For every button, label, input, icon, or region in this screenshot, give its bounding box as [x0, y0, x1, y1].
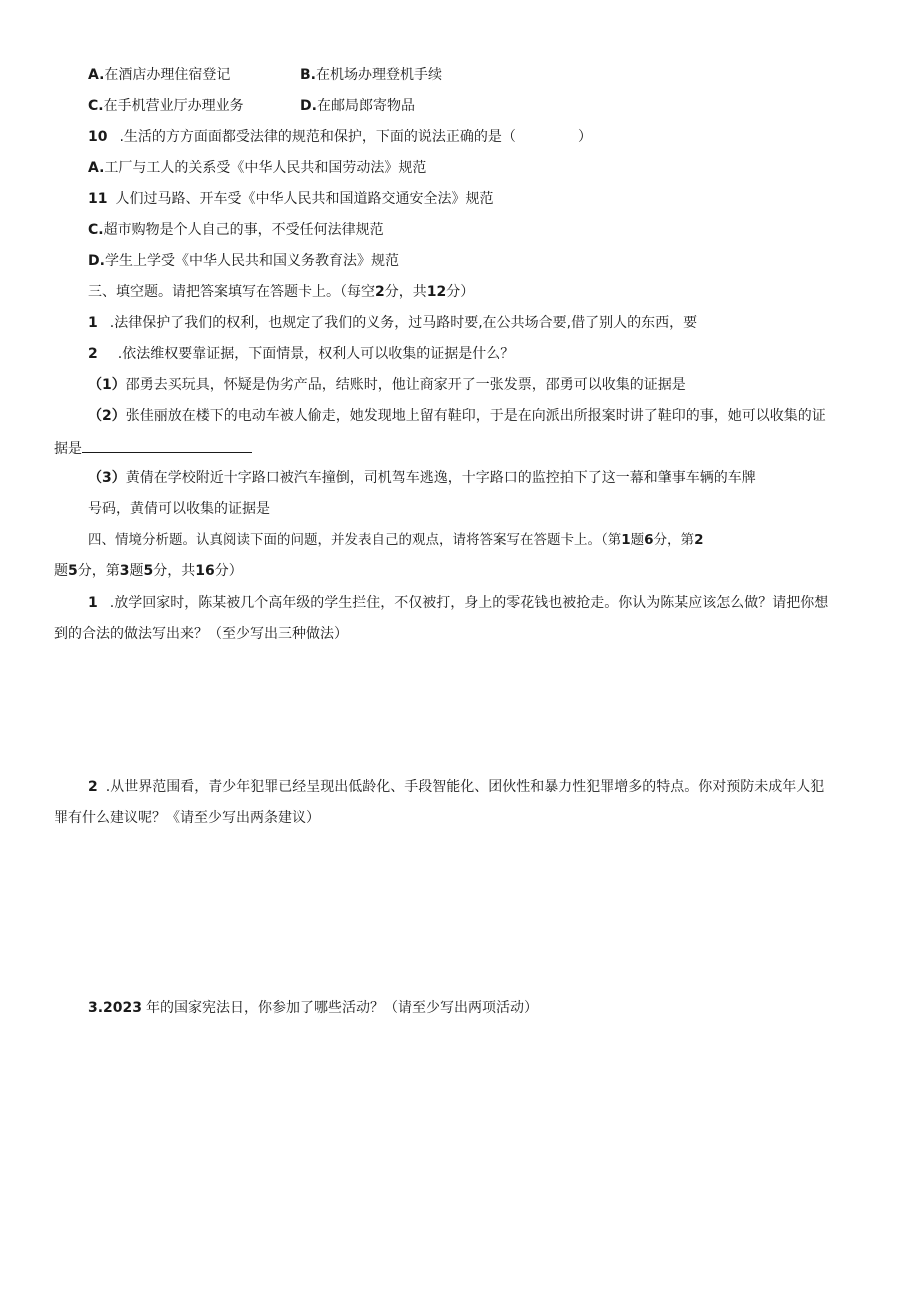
question-number: 2 [88, 779, 98, 795]
section-title: 四、情境分析题。认真阅读下面的问题，并发表自己的观点，请将答案写在答题卡上。 [88, 532, 601, 548]
sub-question-3 [88, 469, 756, 487]
label-text: 分） [214, 563, 243, 579]
q10-option-c [88, 221, 384, 239]
option-b [300, 66, 442, 84]
label-text: 分，第 [77, 563, 120, 579]
sub-question-2 [88, 407, 826, 425]
q10-option-a [88, 159, 426, 177]
sub-text: 据是 [54, 441, 82, 457]
sub-text: 张佳丽放在楼下的电动车被人偷走，她发现地上留有鞋印，于是在向派出所报案时讲了鞋印的事，她可以收集的证 [125, 408, 826, 424]
question-close: ） [577, 129, 592, 145]
option-text: 在机场办理登机手续 [316, 67, 442, 83]
option-text: 在酒店办理住宿登记 [104, 67, 231, 83]
section-4-heading-cont [54, 562, 243, 580]
section-type: 填空题。 [116, 284, 172, 300]
question-text: .从世界范围看，青少年犯罪已经呈现出低龄化、手段智能化、团伙性和暴力性犯罪增多的特点。你对预防未成年人犯 [105, 779, 825, 795]
label-text: 题 [129, 563, 144, 579]
sub-number: （1） [88, 377, 126, 393]
points-total: 16 [195, 563, 215, 579]
option-d [300, 97, 415, 115]
points-value: 5 [68, 563, 78, 579]
sub-text: 邵勇去买玩具，怀疑是伪劣产品，结账时，他让商家开了一张发票，邵勇可以收集的证据是 [125, 377, 686, 393]
question-text: .生活的方方面面都受法律的规范和保护，下面的说法正确的是（ [119, 129, 516, 145]
question-number: 1 [88, 595, 98, 611]
sub-text: 黄倩在学校附近十字路口被汽车撞倒，司机驾车逃逸，十字路口的监控拍下了这一幕和肇事车辆的车牌 [125, 470, 756, 486]
sub-question-3-cont [88, 500, 270, 518]
option-letter: A. [88, 160, 105, 176]
question-text: 罪有什么建议呢？《请至少写出两条建议） [54, 810, 320, 826]
points-per-blank: 2 [375, 284, 385, 300]
label-text: 题 [54, 563, 68, 579]
fill-question-2 [88, 345, 514, 363]
option-text: 学生上学受《中华人民共和国义务教育法》规范 [104, 253, 399, 269]
question-text: .放学回家时，陈某被几个高年级的学生拦住，不仅被打，身上的零花钱也被抢走。你认为陈某应该怎么做？请把你想 [109, 595, 829, 611]
question-index: 1 [621, 532, 631, 548]
analysis-question-2 [88, 778, 824, 796]
question-number: 10 [88, 129, 108, 145]
question-10 [88, 128, 592, 146]
option-text: 在手机营业厅办理业务 [103, 98, 244, 114]
question-number: 2 [88, 346, 98, 362]
option-a [88, 66, 230, 84]
fill-question-1 [88, 314, 697, 332]
sub-number: （3） [88, 470, 126, 486]
section-instruction-3: 分） [446, 284, 475, 300]
question-text: .依法维权要靠证据，下面情景，权利人可以收集的证据是什么？ [117, 346, 515, 362]
option-letter: C. [88, 98, 104, 114]
option-text: 在邮局郎寄物品 [316, 98, 415, 114]
option-letter: C. [88, 222, 104, 238]
option-text: 工厂与工人的关系受《中华人民共和国劳动法》规范 [104, 160, 427, 176]
option-c [88, 97, 244, 115]
option-letter: D. [300, 98, 317, 114]
points-value: 5 [143, 563, 154, 579]
option-letter: D. [88, 253, 105, 269]
question-text: .法律保护了我们的权利，也规定了我们的义务，过马路时要,在公共场合要,借了别人的东西，要 [109, 315, 698, 331]
answer-area-2[interactable] [54, 835, 854, 985]
option-text: 人们过马路、开车受《中华人民共和国道路交通安全法》规范 [115, 191, 494, 207]
question-number: 3.2023 [88, 1000, 143, 1016]
question-index: 3 [119, 563, 130, 579]
question-text: 年的国家宪法日，你参加了哪些活动？（请至少写出两项活动） [146, 1000, 539, 1016]
analysis-question-3 [88, 999, 538, 1017]
sub-number: （2） [88, 408, 126, 424]
analysis-question-2-cont [54, 809, 320, 827]
label-text: 题 [630, 532, 645, 548]
answer-area-1[interactable] [54, 650, 854, 770]
q10-option-d [88, 252, 399, 270]
section-number: 三、 [88, 284, 116, 300]
sub-question-1 [88, 376, 686, 394]
question-number: 1 [88, 315, 98, 331]
analysis-question-1-cont [54, 625, 348, 643]
sub-text: 号码，黄倩可以收集的证据是 [88, 501, 270, 517]
section-4-heading [88, 531, 703, 549]
section-instruction: （第 [601, 532, 622, 548]
option-letter: A. [88, 67, 105, 83]
answer-area-3[interactable] [54, 1025, 854, 1265]
sub-question-2-cont [54, 438, 252, 458]
q10-option-b [88, 190, 493, 208]
question-index: 2 [694, 532, 704, 548]
question-text: 到的合法的做法写出来？（至少写出三种做法） [54, 626, 348, 642]
analysis-question-1 [88, 594, 828, 612]
label-text: 分，第 [653, 532, 695, 548]
option-text: 超市购物是个人自己的事，不受任何法律规范 [103, 222, 384, 238]
points-total: 12 [426, 284, 447, 300]
points-value: 6 [644, 532, 654, 548]
section-3-heading [88, 283, 474, 301]
option-number: 11 [88, 191, 108, 207]
section-instruction-2: 分，共 [384, 284, 427, 300]
section-instruction: 请把答案填写在答题卡上。（每空 [172, 284, 375, 300]
answer-blank[interactable] [82, 438, 252, 453]
label-text: 分，共 [153, 563, 196, 579]
option-letter: B. [300, 67, 316, 83]
